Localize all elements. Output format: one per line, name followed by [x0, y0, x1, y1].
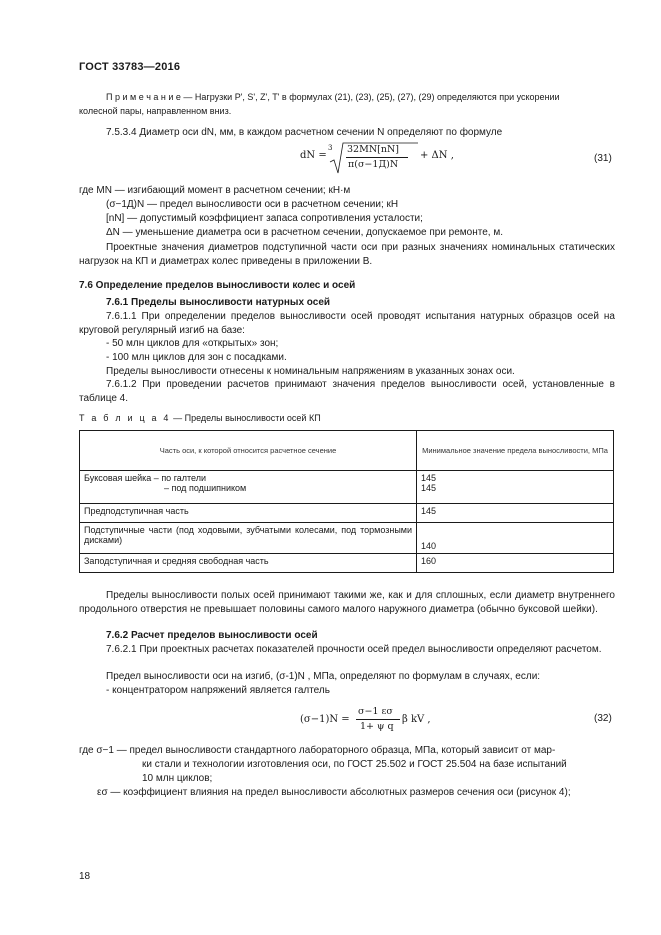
document-header: ГОСТ 33783—2016: [79, 61, 181, 73]
table-cell-value: 145: [417, 504, 614, 523]
table-cell-value: 145: [421, 483, 437, 493]
table-cell-part: – под подшипником: [164, 483, 247, 493]
formula-31-lhs: dN =: [300, 150, 327, 161]
formula-31-root-index: 3: [328, 144, 333, 152]
subsection-heading: 7.6.2 Расчет пределов выносливости осей: [106, 630, 318, 641]
table-caption-text: — Пределы выносливости осей КП: [170, 413, 321, 423]
table-row: [80, 523, 614, 554]
where-item: εσ — коэффициент влияния на предел выносливости абсолютных размеров сечения оси (рисунок 4);: [97, 787, 571, 798]
table-cell-value: 145: [421, 473, 437, 483]
where-item: где σ−1 — предел выносливости стандартного лабораторного образца, МПа, который зависит от мар-: [79, 745, 556, 756]
formula-31: [300, 144, 454, 170]
formula-31-tail: + ΔN ,: [420, 150, 454, 161]
formula-31-number: (31): [594, 153, 612, 164]
list-item: - 50 млн циклов для «открытых» зон;: [106, 338, 279, 349]
paragraph: Предел выносливости оси на изгиб, (σ-1)N , МПа, определяют по формулам в случаях, если:: [106, 671, 541, 682]
formula-32-numerator: σ−1 εσ: [358, 706, 393, 717]
where-item: [nN] — допустимый коэффициент запаса сопротивления усталости;: [106, 213, 423, 224]
list-item: - 100 млн циклов для зон с посадками.: [106, 352, 287, 363]
table-caption: [79, 412, 321, 426]
note-label: П р и м е ч а н и е: [106, 92, 181, 102]
where-item: ки стали и технологии изготовления оси, по ГОСТ 25.502 и ГОСТ 25.504 на базе испытаний: [142, 759, 567, 770]
table-cell-part: Подступичные части (под ходовыми, зубчатыми колесами, под тормозными дисками): [80, 523, 417, 554]
formula-31-denominator: π(σ−1Д)N: [348, 159, 399, 170]
note-text-2: колесной пары, направленном вниз.: [79, 105, 232, 116]
table-row: [80, 504, 614, 523]
section-heading: 7.6 Определение пределов выносливости колес и осей: [79, 280, 356, 291]
note-paragraph: [79, 91, 615, 118]
paragraph: 7.6.1.1 При определении пределов выносливости осей проводят испытания натурных образцов осей на круговой регулярный изгиб на базе:: [79, 311, 615, 336]
paragraph: Пределы выносливости полых осей принимают такими же, как и для сплошных, если диаметр внутреннего продольного отверстия не превышает половины самого малого наружного диаметра (обычно буксовой шейки).: [79, 590, 615, 615]
formula-31-radical: [328, 142, 418, 176]
section-7534-text: 7.5.3.4 Диаметр оси dN, мм, в каждом расчетном сечении N определяют по формуле: [106, 127, 503, 138]
formula-32-lhs: (σ−1)N =: [300, 714, 350, 725]
paragraph: 7.6.2.1 При проектных расчетах показателей прочности осей предел выносливости определяют расчетом.: [106, 644, 602, 655]
formula-32-tail: β kV ,: [402, 714, 431, 725]
table-cell-part: Буксовая шейка – по галтели: [84, 473, 207, 483]
formula-32-number: (32): [594, 713, 612, 724]
where-item: где MN — изгибающий момент в расчетном сечении; кН·м: [79, 185, 351, 196]
formula-31-numerator: 32MN[nN]: [347, 144, 399, 155]
note-text-1: — Нагрузки P', S', Z', T' в формулах (21), (23), (25), (27), (29) определяются при ускорении: [180, 92, 560, 102]
paragraph: Проектные значения диаметров подступичной части оси при разных значениях номинальных статических нагрузок на КП и диаметрах колес приведены в приложении В.: [79, 242, 615, 267]
table-row: [80, 554, 614, 573]
paragraph: - концентратором напряжений является галтель: [106, 685, 330, 696]
table-cell-value: 160: [417, 554, 614, 573]
formula-32-denominator: 1+ ψ q: [360, 721, 394, 732]
where-item: (σ−1Д)N — предел выносливости оси в расчетном сечении; кН: [106, 199, 399, 210]
subsection-heading: 7.6.1 Пределы выносливости натурных осей: [106, 297, 331, 308]
paragraph: 7.6.1.2 При проведении расчетов принимают значения пределов выносливости осей, установленные в таблице 4.: [79, 379, 615, 404]
table-cell-part: Предподступичная часть: [80, 504, 417, 523]
formula-32: [300, 706, 500, 742]
page-number: 18: [79, 871, 91, 882]
where-item: 10 млн циклов;: [142, 773, 213, 784]
table-header-part: Часть оси, к которой относится расчетное сечение: [80, 431, 417, 471]
where-item: ΔN — уменьшение диаметра оси в расчетном сечении, допускаемое при ремонте, м.: [106, 227, 504, 238]
table-4: [79, 430, 614, 573]
paragraph: Пределы выносливости отнесены к номинальным напряжениям в указанных зонах оси.: [106, 366, 515, 377]
table-cell-value: 140: [417, 523, 614, 554]
table-row: [80, 471, 614, 504]
table-cell-part: Заподступичная и средняя свободная часть: [80, 554, 417, 573]
table-header-value: Минимальное значение предела выносливости, МПа: [417, 431, 614, 471]
table-caption-label: Т а б л и ц а 4: [79, 413, 171, 423]
